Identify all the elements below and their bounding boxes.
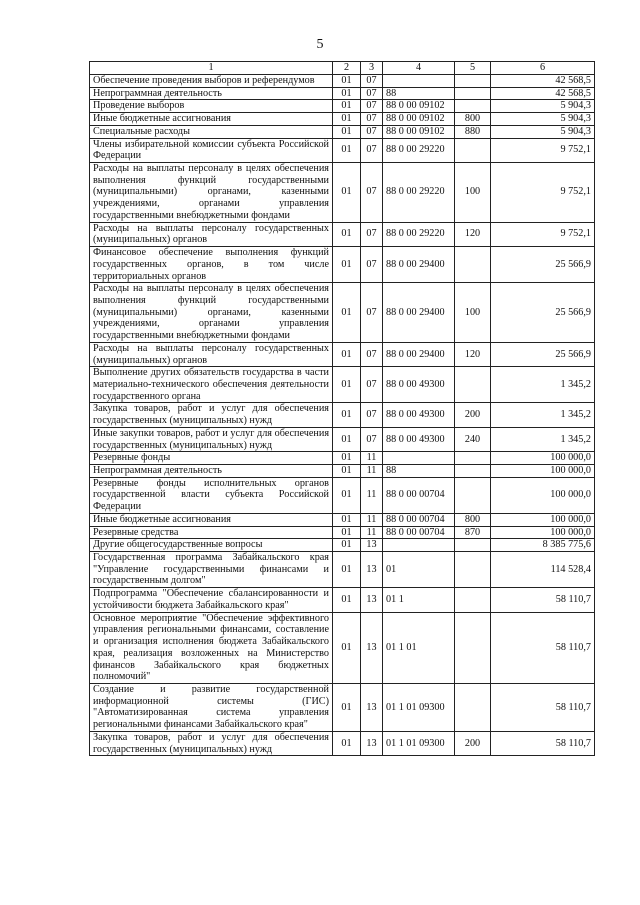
row-name: Расходы на выплаты персоналу государственных (муниципальных) органов <box>90 342 333 366</box>
row-name: Закупка товаров, работ и услуг для обеспечения государственных (муниципальных) нужд <box>90 731 333 755</box>
row-name: Иные бюджетные ассигнования <box>90 513 333 526</box>
row-subsection: 11 <box>361 452 383 465</box>
row-name: Иные бюджетные ассигнования <box>90 113 333 126</box>
row-name: Непрограммная деятельность <box>90 465 333 478</box>
row-section: 01 <box>333 283 361 343</box>
row-subsection: 07 <box>361 283 383 343</box>
row-amount: 8 385 775,6 <box>491 539 595 552</box>
row-target-code: 01 1 01 09300 <box>383 683 455 731</box>
row-expense-type: 800 <box>455 513 491 526</box>
row-section: 01 <box>333 247 361 283</box>
row-name: Выполнение других обязательств государства в части материально-технического обеспечения деятельности государственного органа <box>90 367 333 403</box>
header-col-5: 5 <box>455 62 491 75</box>
row-expense-type <box>455 465 491 478</box>
row-expense-type <box>455 452 491 465</box>
row-amount: 9 752,1 <box>491 138 595 162</box>
row-name: Специальные расходы <box>90 125 333 138</box>
table-row <box>90 125 595 138</box>
row-name: Проведение выборов <box>90 100 333 113</box>
row-amount: 1 345,2 <box>491 427 595 451</box>
row-target-code: 88 0 00 00704 <box>383 526 455 539</box>
row-name: Создание и развитие государственной информационной системы (ГИС) "Автоматизированная система управления региональными финансами Забайкальского края" <box>90 683 333 731</box>
row-expense-type: 200 <box>455 403 491 427</box>
row-section: 01 <box>333 427 361 451</box>
page-number: 5 <box>316 37 324 52</box>
row-amount: 42 568,5 <box>491 75 595 88</box>
row-name: Непрограммная деятельность <box>90 87 333 100</box>
row-amount: 58 110,7 <box>491 612 595 683</box>
row-expense-type <box>455 612 491 683</box>
row-target-code: 88 0 00 29220 <box>383 138 455 162</box>
row-subsection: 07 <box>361 125 383 138</box>
row-expense-type <box>455 247 491 283</box>
row-amount: 25 566,9 <box>491 247 595 283</box>
row-target-code: 88 0 00 09102 <box>383 100 455 113</box>
header-col-4: 4 <box>383 62 455 75</box>
row-section: 01 <box>333 75 361 88</box>
table-row <box>90 539 595 552</box>
row-amount: 5 904,3 <box>491 100 595 113</box>
row-section: 01 <box>333 612 361 683</box>
row-subsection: 07 <box>361 163 383 223</box>
table-row <box>90 588 595 612</box>
row-name: Другие общегосударственные вопросы <box>90 539 333 552</box>
row-subsection: 07 <box>361 113 383 126</box>
row-subsection: 11 <box>361 526 383 539</box>
budget-table <box>89 61 595 756</box>
row-subsection: 11 <box>361 465 383 478</box>
row-name: Резервные фонды <box>90 452 333 465</box>
row-target-code <box>383 539 455 552</box>
row-subsection: 07 <box>361 75 383 88</box>
row-section: 01 <box>333 138 361 162</box>
table-row <box>90 367 595 403</box>
row-target-code: 88 0 00 29220 <box>383 163 455 223</box>
row-name: Закупка товаров, работ и услуг для обеспечения государственных (муниципальных) нужд <box>90 403 333 427</box>
row-target-code: 88 0 00 29400 <box>383 283 455 343</box>
row-subsection: 07 <box>361 100 383 113</box>
row-subsection: 13 <box>361 683 383 731</box>
row-expense-type <box>455 100 491 113</box>
row-section: 01 <box>333 465 361 478</box>
row-expense-type <box>455 138 491 162</box>
row-target-code: 01 1 <box>383 588 455 612</box>
table-row <box>90 403 595 427</box>
table-row <box>90 452 595 465</box>
row-target-code: 88 0 00 49300 <box>383 367 455 403</box>
row-name: Расходы на выплаты персоналу в целях обеспечения выполнения функций государственными (муниципальными) органами, казенными учреждениями, органами управления государственными внебюджетными фондами <box>90 283 333 343</box>
row-name: Государственная программа Забайкальского края "Управление государственными финансами и государственным долгом" <box>90 552 333 588</box>
table-row <box>90 465 595 478</box>
row-target-code <box>383 452 455 465</box>
row-expense-type <box>455 588 491 612</box>
row-name: Члены избирательной комиссии субъекта Российской Федерации <box>90 138 333 162</box>
row-target-code: 88 <box>383 87 455 100</box>
row-name: Подпрограмма "Обеспечение сбалансированности и устойчивости бюджета Забайкальского края" <box>90 588 333 612</box>
row-target-code: 88 0 00 49300 <box>383 403 455 427</box>
row-subsection: 07 <box>361 427 383 451</box>
row-target-code: 88 0 00 09102 <box>383 125 455 138</box>
row-amount: 42 568,5 <box>491 87 595 100</box>
row-subsection: 11 <box>361 513 383 526</box>
row-subsection: 13 <box>361 612 383 683</box>
row-target-code: 88 0 00 29400 <box>383 342 455 366</box>
row-subsection: 13 <box>361 552 383 588</box>
row-section: 01 <box>333 125 361 138</box>
row-expense-type <box>455 75 491 88</box>
table-row <box>90 163 595 223</box>
row-expense-type <box>455 552 491 588</box>
row-name: Обеспечение проведения выборов и референдумов <box>90 75 333 88</box>
row-target-code: 01 <box>383 552 455 588</box>
table-body <box>90 75 595 756</box>
row-amount: 1 345,2 <box>491 403 595 427</box>
row-amount: 9 752,1 <box>491 163 595 223</box>
row-expense-type <box>455 539 491 552</box>
row-section: 01 <box>333 683 361 731</box>
row-target-code: 88 0 00 09102 <box>383 113 455 126</box>
table-row <box>90 526 595 539</box>
table-row <box>90 75 595 88</box>
table-row <box>90 113 595 126</box>
table-row <box>90 283 595 343</box>
row-amount: 100 000,0 <box>491 526 595 539</box>
row-name: Финансовое обеспечение выполнения функций государственных органов, в том числе территориальных органов <box>90 247 333 283</box>
row-expense-type: 800 <box>455 113 491 126</box>
table-row <box>90 612 595 683</box>
row-target-code: 88 <box>383 465 455 478</box>
row-subsection: 13 <box>361 731 383 755</box>
row-subsection: 07 <box>361 247 383 283</box>
row-subsection: 07 <box>361 403 383 427</box>
row-section: 01 <box>333 477 361 513</box>
row-section: 01 <box>333 342 361 366</box>
row-target-code: 88 0 00 29400 <box>383 247 455 283</box>
table-row <box>90 683 595 731</box>
row-amount: 100 000,0 <box>491 465 595 478</box>
row-target-code: 01 1 01 <box>383 612 455 683</box>
row-name: Резервные фонды исполнительных органов государственной власти субъекта Российской Федерации <box>90 477 333 513</box>
row-amount: 58 110,7 <box>491 731 595 755</box>
row-section: 01 <box>333 588 361 612</box>
row-section: 01 <box>333 526 361 539</box>
row-amount: 58 110,7 <box>491 588 595 612</box>
header-col-1: 1 <box>90 62 333 75</box>
row-subsection: 07 <box>361 342 383 366</box>
row-amount: 58 110,7 <box>491 683 595 731</box>
row-name: Основное мероприятие "Обеспечение эффективного управления региональными финансами, составление и организация исполнения бюджета Забайкальского края, реализация возложенных на Министерство финансов Забайкальского края бюджетных полномочий" <box>90 612 333 683</box>
row-name: Резервные средства <box>90 526 333 539</box>
row-expense-type: 120 <box>455 222 491 246</box>
row-amount: 9 752,1 <box>491 222 595 246</box>
row-expense-type: 100 <box>455 283 491 343</box>
table-row <box>90 138 595 162</box>
row-target-code: 88 0 00 29220 <box>383 222 455 246</box>
row-amount: 25 566,9 <box>491 342 595 366</box>
table-row <box>90 477 595 513</box>
header-col-6: 6 <box>491 62 595 75</box>
row-section: 01 <box>333 100 361 113</box>
row-amount: 100 000,0 <box>491 513 595 526</box>
row-target-code: 88 0 00 49300 <box>383 427 455 451</box>
row-amount: 114 528,4 <box>491 552 595 588</box>
row-target-code: 88 0 00 00704 <box>383 513 455 526</box>
row-amount: 1 345,2 <box>491 367 595 403</box>
table-row <box>90 552 595 588</box>
table-header <box>90 62 595 75</box>
table-row <box>90 731 595 755</box>
row-expense-type <box>455 87 491 100</box>
table-row <box>90 247 595 283</box>
row-expense-type: 240 <box>455 427 491 451</box>
row-expense-type: 870 <box>455 526 491 539</box>
row-section: 01 <box>333 452 361 465</box>
row-section: 01 <box>333 113 361 126</box>
row-section: 01 <box>333 731 361 755</box>
row-target-code <box>383 75 455 88</box>
row-subsection: 07 <box>361 138 383 162</box>
row-section: 01 <box>333 163 361 223</box>
row-section: 01 <box>333 539 361 552</box>
row-section: 01 <box>333 87 361 100</box>
header-col-3: 3 <box>361 62 383 75</box>
row-target-code: 01 1 01 09300 <box>383 731 455 755</box>
table-row <box>90 513 595 526</box>
table-row <box>90 87 595 100</box>
row-amount: 100 000,0 <box>491 452 595 465</box>
table-row <box>90 222 595 246</box>
row-name: Иные закупки товаров, работ и услуг для обеспечения государственных (муниципальных) нужд <box>90 427 333 451</box>
row-subsection: 07 <box>361 222 383 246</box>
row-amount: 25 566,9 <box>491 283 595 343</box>
header-row <box>90 62 595 75</box>
row-expense-type: 120 <box>455 342 491 366</box>
row-section: 01 <box>333 222 361 246</box>
row-name: Расходы на выплаты персоналу в целях обеспечения выполнения функций государственными (муниципальными) органами, казенными учреждениями, органами управления государственными внебюджетными фондами <box>90 163 333 223</box>
row-section: 01 <box>333 552 361 588</box>
row-section: 01 <box>333 403 361 427</box>
row-expense-type: 100 <box>455 163 491 223</box>
row-name: Расходы на выплаты персоналу государственных (муниципальных) органов <box>90 222 333 246</box>
row-expense-type: 880 <box>455 125 491 138</box>
row-subsection: 13 <box>361 539 383 552</box>
row-amount: 100 000,0 <box>491 477 595 513</box>
row-subsection: 07 <box>361 87 383 100</box>
row-expense-type <box>455 367 491 403</box>
table-row <box>90 100 595 113</box>
row-amount: 5 904,3 <box>491 113 595 126</box>
row-subsection: 11 <box>361 477 383 513</box>
table-row <box>90 342 595 366</box>
row-expense-type <box>455 683 491 731</box>
row-amount: 5 904,3 <box>491 125 595 138</box>
row-section: 01 <box>333 367 361 403</box>
row-subsection: 07 <box>361 367 383 403</box>
table-row <box>90 427 595 451</box>
row-subsection: 13 <box>361 588 383 612</box>
row-expense-type: 200 <box>455 731 491 755</box>
row-expense-type <box>455 477 491 513</box>
header-col-2: 2 <box>333 62 361 75</box>
row-target-code: 88 0 00 00704 <box>383 477 455 513</box>
row-section: 01 <box>333 513 361 526</box>
